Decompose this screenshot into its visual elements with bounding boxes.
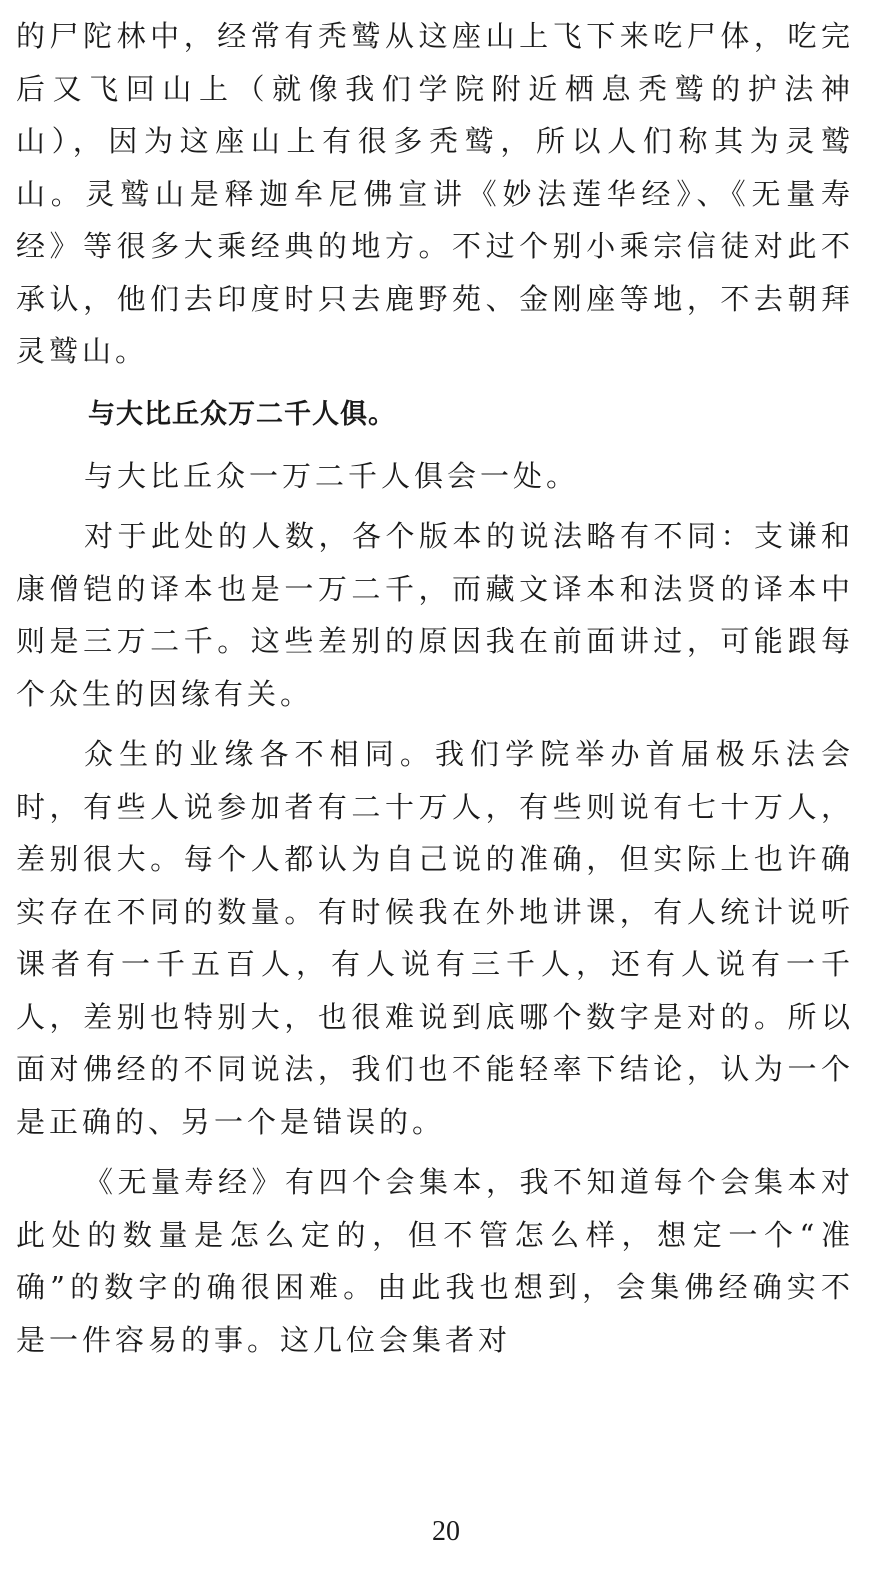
paragraph-sutra-paraphrase: 与大比丘众一万二千人俱会一处。: [84, 458, 580, 493]
paragraph-translation-versions: 对于此处的人数，各个版本的说法略有不同：支谦和康僧铠的译本也是一万二千，而藏文译本和法贤的译本中则是三万二千。这些差别的原因我在前面讲过，可能跟每个众生的因缘有关。: [16, 519, 854, 711]
page-number: 20: [432, 1516, 460, 1547]
sutra-quote: 与大比丘众万二千人俱。: [88, 398, 396, 430]
page-body: [16, 10, 854, 1374]
paragraph-compilation: 《无量寿经》有四个会集本，我不知道每个会集本对此处的数量是怎么定的，但不管怎么样，想定一个“准确”的数字的确很困难。由此我也想到，会集佛经确实不是一件容易的事。这几位会集者对: [16, 1165, 854, 1357]
paragraph-karmic-conditions: 众生的业缘各不相同。我们学院举办首届极乐法会时，有些人说参加者有二十万人，有些则说有七十万人，差别很大。每个人都认为自己说的准确，但实际上也许确实存在不同的数量。有时候我在外地讲课，有人统计说听课者有一千五百人，有人说有三千人，还有人说有一千人，差别也特别大，也很难说到底哪个数字是对的。所以面对佛经的不同说法，我们也不能轻率下结论，认为一个是正确的、另一个是错误的。: [16, 737, 854, 1139]
paragraph-vulture-peak: 的尸陀林中，经常有秃鹫从这座山上飞下来吃尸体，吃完后又飞回山上（就像我们学院附近栖息秃鹫的护法神山），因为这座山上有很多秃鹫，所以人们称其为灵鹫山。灵鹫山是释迦牟尼佛宣讲《妙法莲华经》、《无量寿经》等很多大乘经典的地方。不过个别小乘宗信徒对此不承认，他们去印度时只去鹿野苑、金刚座等地，不去朝拜灵鹫山。: [16, 19, 854, 368]
